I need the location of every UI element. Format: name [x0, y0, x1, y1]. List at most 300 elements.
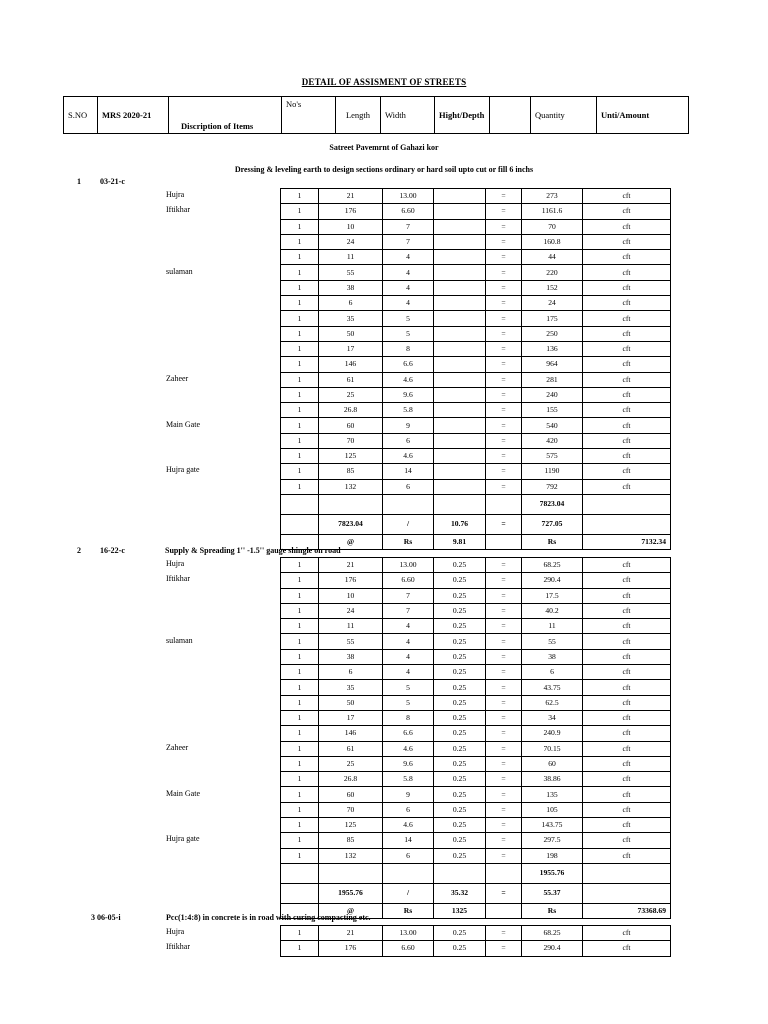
table-cell: 1 [281, 926, 319, 941]
table-cell: 1 [281, 741, 319, 756]
table-cell: 1 [281, 787, 319, 802]
header-unit-amount: Unti/Amount [597, 97, 689, 134]
table-cell [434, 357, 486, 372]
table-cell: 50 [319, 695, 383, 710]
table-row [281, 326, 671, 341]
subtitle: Satreet Pavemrnt of Gahazi kor [329, 143, 439, 152]
table-cell: 7 [383, 603, 434, 618]
table-cell: = [486, 710, 522, 725]
table-cell: cft [583, 772, 671, 787]
table-cell: 0.25 [434, 680, 486, 695]
table-cell: 1 [281, 387, 319, 402]
header-sno: S.NO [64, 97, 98, 134]
table-cell: cft [583, 802, 671, 817]
table-cell: = [486, 326, 522, 341]
table-row [281, 558, 671, 573]
table-cell: 1 [281, 280, 319, 295]
table-cell: cft [583, 219, 671, 234]
table-cell: 220 [522, 265, 583, 280]
header-length: Length [336, 97, 381, 134]
table-cell: cft [583, 680, 671, 695]
calc-row [281, 883, 671, 903]
table-cell: cft [583, 357, 671, 372]
table-cell: 160.8 [522, 234, 583, 249]
table-cell: cft [583, 619, 671, 634]
table-row [281, 726, 671, 741]
table-cell: cft [583, 311, 671, 326]
calc-cell [583, 883, 671, 903]
table-cell: 155 [522, 403, 583, 418]
table-cell: 135 [522, 787, 583, 802]
table-cell [434, 265, 486, 280]
calc-cell: 10.76 [434, 514, 486, 534]
table-cell: 4 [383, 649, 434, 664]
table-cell: 11 [319, 619, 383, 634]
table-cell: = [486, 941, 522, 956]
item-name: Zaheer [166, 373, 189, 383]
table-cell: 62.5 [522, 695, 583, 710]
table-cell: 176 [319, 941, 383, 956]
table-cell: 6 [319, 296, 383, 311]
table-cell: 17 [319, 710, 383, 725]
table-cell: 5 [383, 695, 434, 710]
table-cell: 1 [281, 649, 319, 664]
table-cell: 24 [319, 603, 383, 618]
table-row [281, 603, 671, 618]
table-cell: cft [583, 479, 671, 494]
table-cell: 1 [281, 341, 319, 356]
rate-cell [486, 534, 522, 549]
table-cell: 1 [281, 665, 319, 680]
table-cell: cft [583, 695, 671, 710]
table-cell: 1 [281, 848, 319, 863]
table-cell: 0.25 [434, 941, 486, 956]
table-cell: 0.25 [434, 926, 486, 941]
rate-cell: Rs [522, 534, 583, 549]
table-cell: 70.15 [522, 741, 583, 756]
table-cell: 4 [383, 665, 434, 680]
table-row [281, 234, 671, 249]
table-cell: = [486, 649, 522, 664]
table-cell: = [486, 787, 522, 802]
table-cell: cft [583, 250, 671, 265]
table-cell: = [486, 219, 522, 234]
table-cell: 6.60 [383, 204, 434, 219]
rate-cell [486, 903, 522, 918]
table-cell: = [486, 204, 522, 219]
table-cell: 0.25 [434, 802, 486, 817]
header-description: Discription of Items [169, 97, 282, 134]
table-cell: cft [583, 926, 671, 941]
table-cell: 26.8 [319, 772, 383, 787]
table-cell: 0.25 [434, 558, 486, 573]
table-cell: 26.8 [319, 403, 383, 418]
section-code: 03-21-c [100, 177, 125, 186]
table-cell: 9 [383, 418, 434, 433]
table-cell: = [486, 341, 522, 356]
column-header-table [63, 96, 689, 134]
table-cell: = [486, 741, 522, 756]
table-cell: 38 [319, 280, 383, 295]
table-row [281, 204, 671, 219]
table-cell [434, 296, 486, 311]
table-cell: = [486, 234, 522, 249]
table-cell: cft [583, 649, 671, 664]
table-cell: 1 [281, 234, 319, 249]
table-cell: 40.2 [522, 603, 583, 618]
table-cell: cft [583, 418, 671, 433]
header-height-depth: Hight/Depth [435, 97, 490, 134]
table-cell: 60 [522, 756, 583, 771]
section-heading: Dressing & leveling earth to design sections ordinary or hard soil upto cut or fill 6 inchs [234, 165, 534, 174]
table-cell: 176 [319, 204, 383, 219]
table-cell: 4 [383, 634, 434, 649]
rate-cell: Rs [522, 903, 583, 918]
table-cell: 14 [383, 464, 434, 479]
table-cell: 7 [383, 588, 434, 603]
section-title: Pcc(1:4:8) in concrete is in road with curing compacting etc. [166, 913, 371, 922]
table-cell: 8 [383, 341, 434, 356]
table-cell: cft [583, 204, 671, 219]
table-cell: 1 [281, 204, 319, 219]
table-cell: 9.6 [383, 756, 434, 771]
table-cell: 1 [281, 250, 319, 265]
table-cell: 10 [319, 588, 383, 603]
table-cell: cft [583, 588, 671, 603]
table-cell: 4.6 [383, 449, 434, 464]
table-cell: 540 [522, 418, 583, 433]
section-number: 2 [77, 546, 81, 555]
table-row [281, 372, 671, 387]
table-cell: 1 [281, 726, 319, 741]
table-cell: 0.25 [434, 756, 486, 771]
table-cell: cft [583, 833, 671, 848]
table-cell: 1 [281, 464, 319, 479]
table-cell: 38 [522, 649, 583, 664]
table-cell: 420 [522, 433, 583, 448]
table-cell [319, 494, 383, 514]
table-cell: 6 [319, 665, 383, 680]
calc-cell: / [383, 883, 434, 903]
table-cell [583, 863, 671, 883]
table-cell: 4.6 [383, 741, 434, 756]
table-cell: 1 [281, 573, 319, 588]
table-cell: 0.25 [434, 772, 486, 787]
table-row [281, 464, 671, 479]
table-cell: 10 [319, 219, 383, 234]
total-value: 1955.76 [522, 863, 583, 883]
table-cell: 5 [383, 311, 434, 326]
table-cell: 0.25 [434, 634, 486, 649]
table-cell: 1 [281, 449, 319, 464]
table-cell: = [486, 756, 522, 771]
table-cell: 43.75 [522, 680, 583, 695]
rate-cell: @ [319, 903, 383, 918]
rate-cell: Rs [383, 903, 434, 918]
table-cell: 1 [281, 634, 319, 649]
table-cell: cft [583, 603, 671, 618]
table-cell: 792 [522, 479, 583, 494]
table-cell [434, 326, 486, 341]
table-cell: 1 [281, 326, 319, 341]
table-cell: 6.6 [383, 726, 434, 741]
table-cell: cft [583, 710, 671, 725]
table-cell: cft [583, 387, 671, 402]
table-cell: 1 [281, 772, 319, 787]
table-row [281, 680, 671, 695]
table-cell: 0.25 [434, 741, 486, 756]
rate-cell: Rs [383, 534, 434, 549]
table-cell: = [486, 403, 522, 418]
table-cell: 4.6 [383, 372, 434, 387]
table-cell: 38 [319, 649, 383, 664]
table-row [281, 787, 671, 802]
table-cell: = [486, 680, 522, 695]
rate-cell: @ [319, 534, 383, 549]
table-cell: 6.60 [383, 573, 434, 588]
item-name: Hujra gate [166, 834, 200, 844]
table-cell: cft [583, 403, 671, 418]
table-cell: 17 [319, 341, 383, 356]
table-cell [434, 479, 486, 494]
table-cell: 1 [281, 603, 319, 618]
table-cell: = [486, 695, 522, 710]
table-cell: 61 [319, 372, 383, 387]
table-cell: cft [583, 634, 671, 649]
table-row [281, 634, 671, 649]
table-cell [281, 494, 319, 514]
table-cell: 13.00 [383, 558, 434, 573]
table-cell: 50 [319, 326, 383, 341]
table-cell: 25 [319, 756, 383, 771]
table-cell: = [486, 280, 522, 295]
table-cell: = [486, 418, 522, 433]
table-cell: = [486, 250, 522, 265]
table-cell: 273 [522, 189, 583, 204]
table-cell: 146 [319, 357, 383, 372]
item-name: Hujra [166, 927, 185, 936]
section-code: 06-05-i [97, 913, 121, 922]
table-cell: 6 [383, 433, 434, 448]
table-cell: cft [583, 558, 671, 573]
table-row [281, 573, 671, 588]
table-row [281, 941, 671, 956]
table-cell: 0.25 [434, 695, 486, 710]
table-cell [434, 464, 486, 479]
table-cell: = [486, 665, 522, 680]
table-row [281, 219, 671, 234]
table-cell: 132 [319, 479, 383, 494]
header-width: Width [381, 97, 435, 134]
amount-value: 7132.34 [583, 534, 671, 549]
item-name: sulaman [166, 635, 193, 645]
table-cell: 60 [319, 418, 383, 433]
calc-cell: 1955.76 [319, 883, 383, 903]
section-code: 16-22-c [100, 546, 125, 555]
table-row [281, 479, 671, 494]
calc-cell: = [486, 883, 522, 903]
table-cell: 105 [522, 802, 583, 817]
table-cell: 240 [522, 387, 583, 402]
table-cell [434, 341, 486, 356]
calc-cell [281, 514, 319, 534]
table-row [281, 403, 671, 418]
table-cell: 38.86 [522, 772, 583, 787]
table-cell: 6.60 [383, 941, 434, 956]
item-name: Hujra [166, 190, 185, 199]
table-cell: 240.9 [522, 726, 583, 741]
table-cell [434, 280, 486, 295]
table-row [281, 710, 671, 725]
table-row [281, 189, 671, 204]
table-cell: 60 [319, 787, 383, 802]
table-cell [434, 234, 486, 249]
table-cell: = [486, 772, 522, 787]
table-cell: 24 [319, 234, 383, 249]
table-cell: cft [583, 265, 671, 280]
table-cell: cft [583, 726, 671, 741]
table-cell: 35 [319, 311, 383, 326]
table-cell: 250 [522, 326, 583, 341]
table-row [281, 311, 671, 326]
table-cell: 290.4 [522, 573, 583, 588]
table-cell: 21 [319, 926, 383, 941]
total-row [281, 863, 671, 883]
table-cell: 6.6 [383, 357, 434, 372]
table-cell: 0.25 [434, 710, 486, 725]
table-cell: cft [583, 665, 671, 680]
table-row [281, 848, 671, 863]
table-cell: 125 [319, 818, 383, 833]
table-row [281, 772, 671, 787]
table-cell: 70 [522, 219, 583, 234]
table-cell: 21 [319, 558, 383, 573]
table-cell: cft [583, 848, 671, 863]
table-cell: 24 [522, 296, 583, 311]
table-cell: 9 [383, 787, 434, 802]
table-row [281, 341, 671, 356]
table-cell: 1 [281, 756, 319, 771]
table-cell: 55 [522, 634, 583, 649]
table-cell: 6 [383, 802, 434, 817]
table-cell: 55 [319, 634, 383, 649]
calc-cell: = [486, 514, 522, 534]
section-number: 3 [91, 913, 95, 922]
table-row [281, 265, 671, 280]
table-cell: 4 [383, 280, 434, 295]
table-cell: 1190 [522, 464, 583, 479]
item-name: Main Gate [166, 419, 200, 429]
table-cell: 55 [319, 265, 383, 280]
table-cell [434, 387, 486, 402]
table-cell: 198 [522, 848, 583, 863]
table-cell: = [486, 558, 522, 573]
table-cell: 7 [383, 219, 434, 234]
table-cell: cft [583, 280, 671, 295]
table-cell: 0.25 [434, 603, 486, 618]
table-cell: cft [583, 433, 671, 448]
total-row [281, 494, 671, 514]
table-cell: = [486, 387, 522, 402]
table-cell [434, 204, 486, 219]
table-cell: 5 [383, 326, 434, 341]
table-cell: 146 [319, 726, 383, 741]
table-cell: = [486, 479, 522, 494]
table-cell: 1 [281, 833, 319, 848]
table-cell: 6 [522, 665, 583, 680]
table-cell: 25 [319, 387, 383, 402]
table-cell [434, 189, 486, 204]
table-cell: 132 [319, 848, 383, 863]
table-row [281, 619, 671, 634]
table-cell: 44 [522, 250, 583, 265]
item-name: Iftikhar [166, 942, 190, 952]
table-row [281, 649, 671, 664]
page-title: DETAIL OF ASSISMENT OF STREETS [301, 77, 467, 87]
table-cell: 1 [281, 433, 319, 448]
header-quantity: Quantity [531, 97, 597, 134]
table-cell: cft [583, 341, 671, 356]
table-cell: = [486, 573, 522, 588]
table-cell: cft [583, 189, 671, 204]
table-cell: cft [583, 787, 671, 802]
table-cell: 0.25 [434, 649, 486, 664]
table-cell: = [486, 726, 522, 741]
table-cell: 1 [281, 479, 319, 494]
table-cell: = [486, 603, 522, 618]
table-cell: 4.6 [383, 818, 434, 833]
table-cell: 13.00 [383, 189, 434, 204]
table-cell: 1 [281, 710, 319, 725]
table-cell: 0.25 [434, 665, 486, 680]
table-cell: cft [583, 941, 671, 956]
total-value: 7823.04 [522, 494, 583, 514]
table-cell: 13.00 [383, 926, 434, 941]
table-cell: 1 [281, 219, 319, 234]
calc-cell: / [383, 514, 434, 534]
table-cell: 175 [522, 311, 583, 326]
table-cell: 7 [383, 234, 434, 249]
table-cell: 4 [383, 619, 434, 634]
table-cell: = [486, 848, 522, 863]
calc-cell: 7823.04 [319, 514, 383, 534]
table-cell: 1 [281, 695, 319, 710]
table-cell: 0.25 [434, 726, 486, 741]
table-cell: 85 [319, 464, 383, 479]
table-cell: 5.8 [383, 403, 434, 418]
table-cell [434, 433, 486, 448]
table-cell: 11 [319, 250, 383, 265]
table-cell [434, 311, 486, 326]
header-mrs: MRS 2020-21 [98, 97, 169, 134]
table-cell: 143.75 [522, 818, 583, 833]
table-cell: 61 [319, 741, 383, 756]
table-cell: 0.25 [434, 818, 486, 833]
table-cell: 14 [383, 833, 434, 848]
table-cell: = [486, 818, 522, 833]
header-blank [490, 97, 531, 134]
table-cell: = [486, 296, 522, 311]
table-cell: 0.25 [434, 619, 486, 634]
table-cell: 4 [383, 265, 434, 280]
table-cell: cft [583, 372, 671, 387]
calc-cell [583, 514, 671, 534]
item-name: Iftikhar [166, 574, 190, 584]
section-table [280, 557, 671, 919]
calc-cell [281, 883, 319, 903]
table-cell: = [486, 433, 522, 448]
table-cell: 125 [319, 449, 383, 464]
